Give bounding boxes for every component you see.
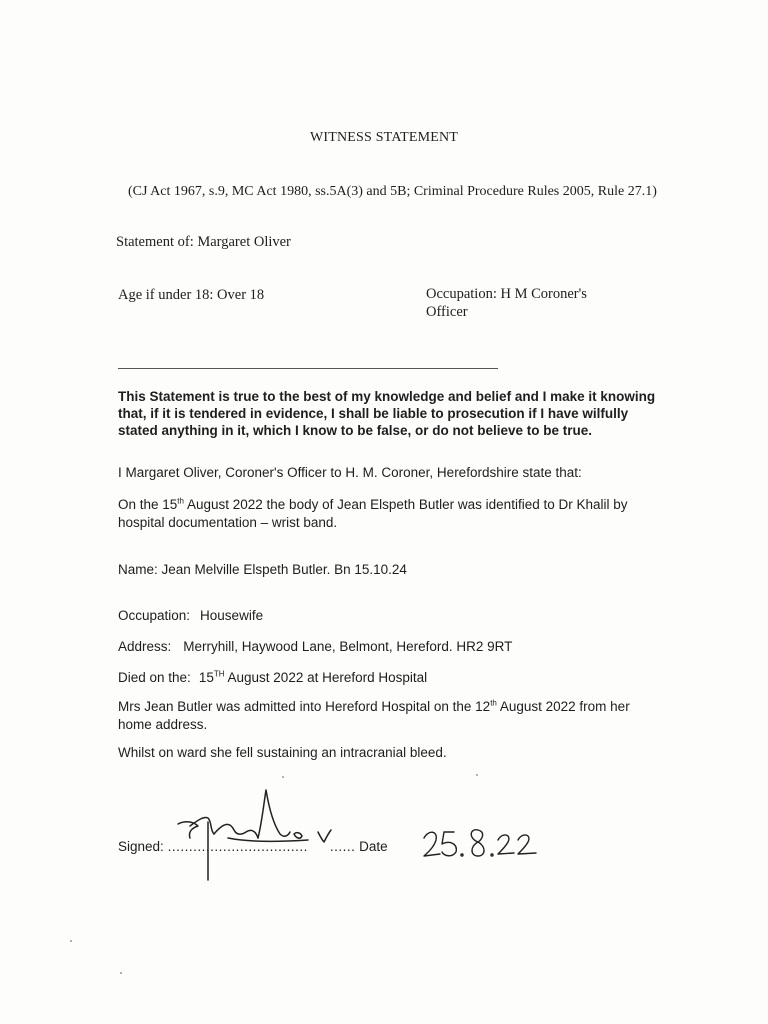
occupation-header: Occupation: H M Coroner's Officer (426, 286, 587, 320)
age-field: Age if under 18: Over 18 (118, 287, 265, 303)
died-label: Died on the: (118, 670, 191, 685)
address-label: Address: (118, 639, 172, 654)
signature-dots-end: ...... (329, 839, 356, 854)
name-value: Jean Melville Elspeth Butler. Bn 15.10.24 (161, 562, 407, 577)
died-superscript: TH (213, 669, 225, 679)
scan-speck (120, 972, 122, 974)
identification-paragraph (118, 496, 663, 532)
truth-declaration: This Statement is true to the best of my knowledge and belief and I make it knowing that, if it is tendered in evidence, I shall be liable to prosecution if I have wilfully stated anything in it, which I know to be false, or do not believe to be true. (118, 389, 656, 438)
died-details: August 2022 at Hereford Hospital (224, 670, 428, 685)
signature-dots: ................................. (167, 839, 308, 854)
date-of-death (118, 669, 427, 687)
incident-paragraph: Whilst on ward she fell sustaining an intracranial bleed. (118, 745, 447, 760)
handwritten-signature (168, 782, 388, 882)
statement-intro: I Margaret Oliver, Coroner's Officer to H. M. Coroner, Herefordshire state that: (118, 465, 582, 480)
para-3-text-cont: August 2022 from her home address. (118, 699, 630, 732)
died-day: 15 (198, 670, 214, 685)
scan-speck (70, 940, 72, 942)
address-value: Merryhill, Haywood Lane, Belmont, Hereford. HR2 9RT (183, 639, 513, 654)
deceased-occupation (118, 607, 263, 625)
signed-label: Signed: (118, 839, 164, 854)
deceased-address (118, 638, 512, 656)
admission-paragraph (118, 698, 666, 734)
para-2-text: On the 15 (118, 497, 178, 512)
scan-speck (476, 774, 478, 776)
name-label: Name: (118, 562, 158, 577)
legal-reference: (CJ Act 1967, s.9, MC Act 1980, ss.5A(3) and 5B; Criminal Procedure Rules 2005, Rule 27.1) (128, 184, 657, 199)
date-label: Date (359, 839, 388, 854)
para-2-text-cont: August 2022 the body of Jean Elspeth Butler was identified to Dr Khalil by hospital documentation – wrist band. (118, 497, 628, 530)
deceased-name (118, 561, 407, 579)
para-3-superscript: th (490, 698, 497, 708)
divider (118, 368, 498, 369)
occupation-value: Housewife (200, 608, 264, 623)
para-3-text: Mrs Jean Butler was admitted into Hereford Hospital on the 12 (118, 699, 491, 714)
para-2-superscript: th (177, 496, 184, 506)
handwritten-date (420, 822, 540, 862)
statement-of: Statement of: Margaret Oliver (116, 234, 291, 250)
scan-speck (282, 776, 284, 778)
occupation-label: Occupation: (118, 608, 191, 623)
document-title: WITNESS STATEMENT (309, 130, 459, 145)
